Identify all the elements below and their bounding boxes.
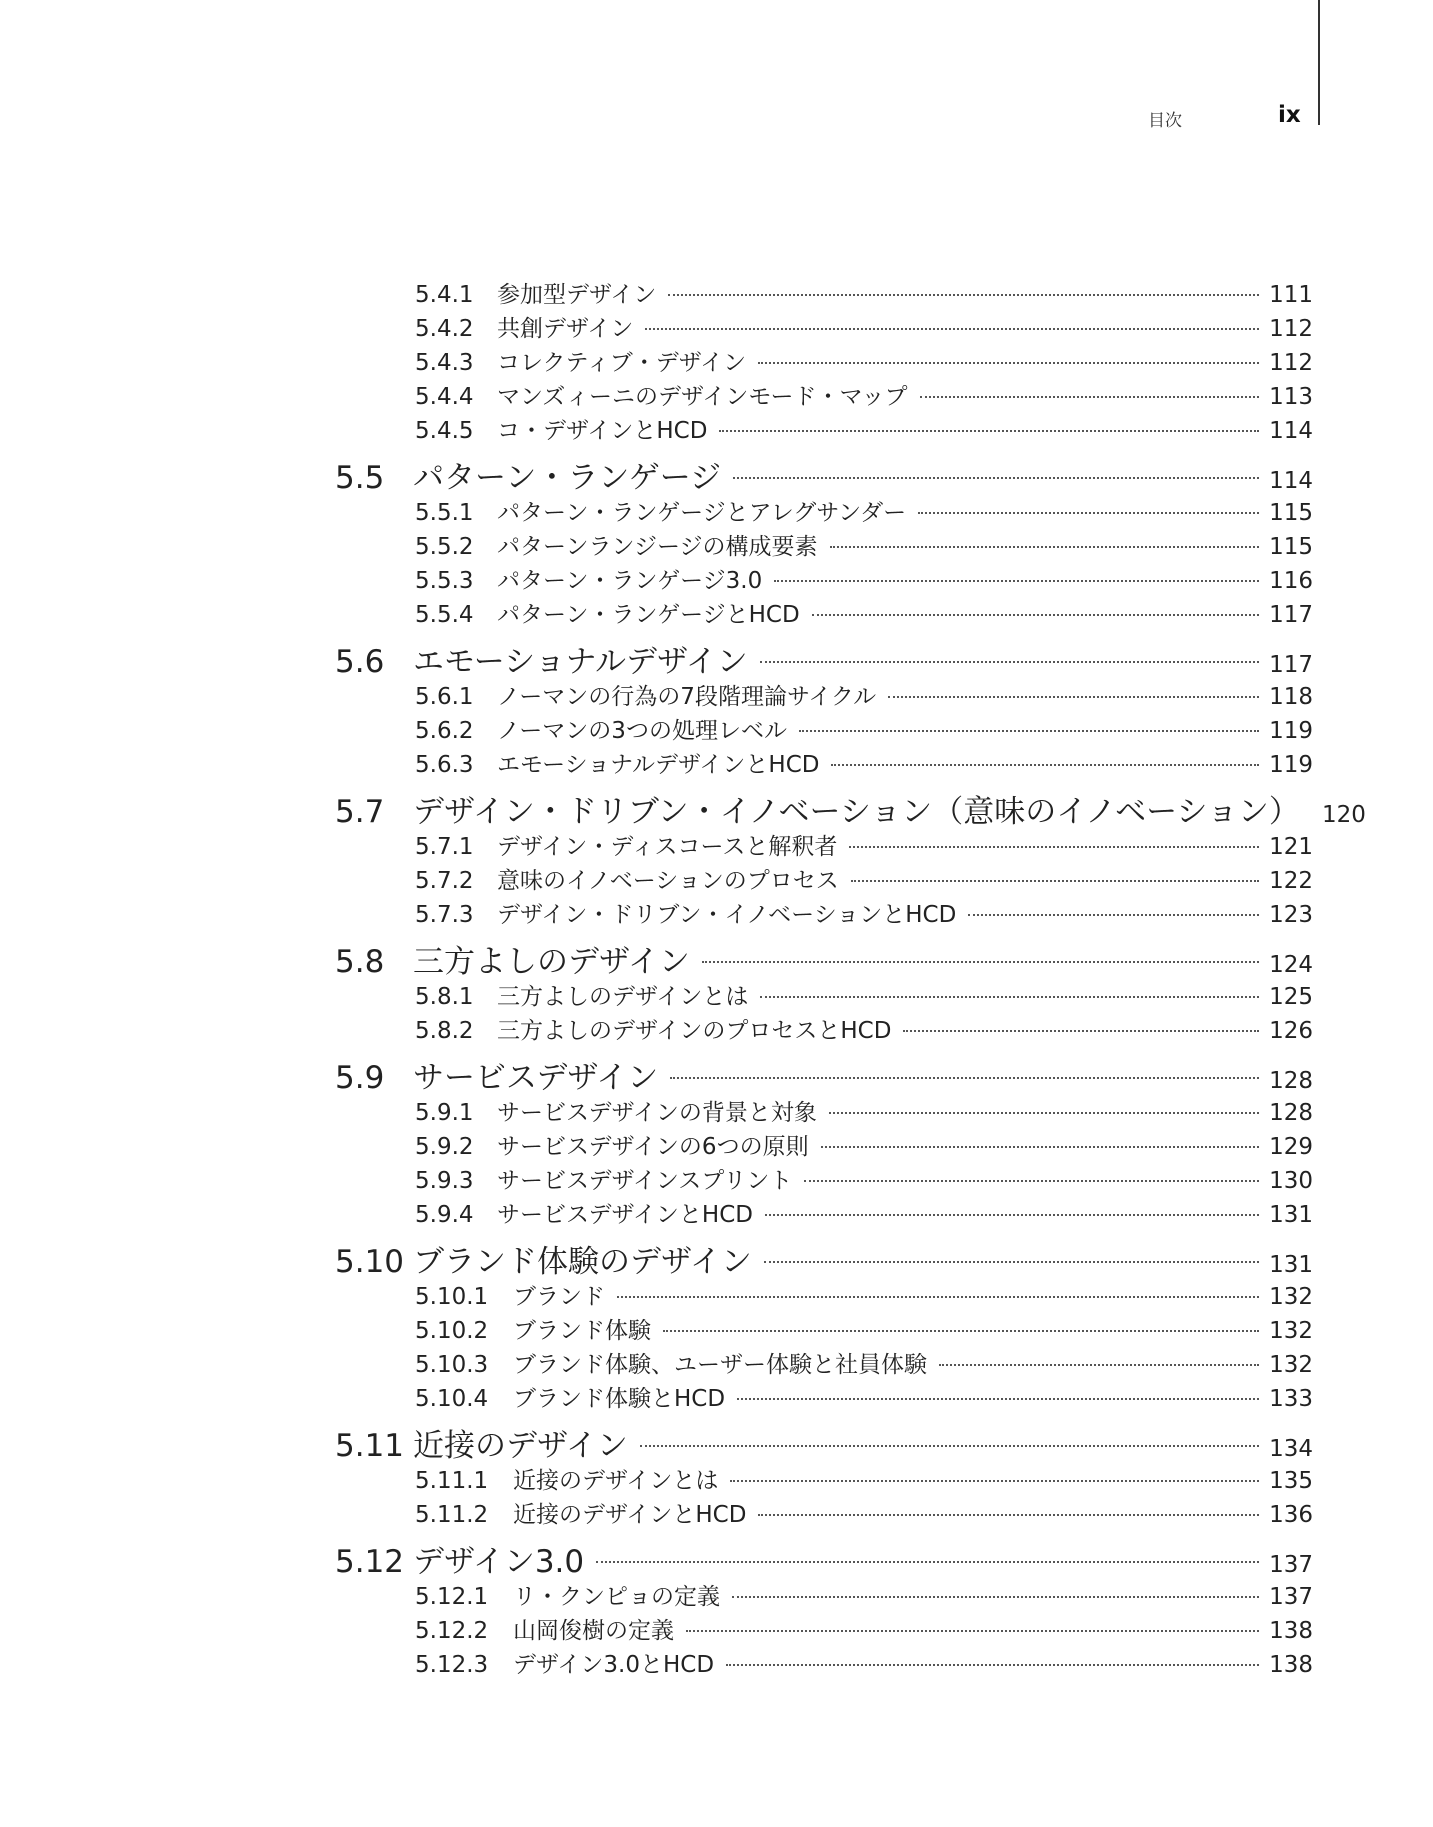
toc-entry-title: エモーショナルデザイン	[413, 644, 748, 680]
toc-entry-title: デザイン・ディスコースと解釈者	[497, 834, 838, 860]
toc-dot-leader	[663, 1329, 1259, 1332]
toc-entry-title: デザイン・ドリブン・イノベーションとHCD	[497, 902, 957, 928]
toc-entry-number: 5.11.1	[415, 1468, 489, 1494]
toc-entry-page: 119	[1269, 718, 1313, 744]
toc-entry-page: 112	[1269, 350, 1313, 376]
toc-dot-leader	[758, 1513, 1259, 1516]
toc-section-entry	[0, 1236, 1433, 1278]
toc-entry-page: 114	[1269, 468, 1313, 494]
toc-entry-page: 128	[1269, 1068, 1313, 1094]
toc-dot-leader	[764, 1260, 1259, 1263]
toc-dot-leader	[686, 1629, 1259, 1632]
toc-dot-leader	[670, 1076, 1259, 1079]
toc-subsection-entry	[0, 1196, 1433, 1230]
toc-subsection-entry	[0, 862, 1433, 896]
toc-entry-page: 114	[1269, 418, 1313, 444]
toc-subsection-entry	[0, 1094, 1433, 1128]
toc-entry-number: 5.9.4	[415, 1202, 474, 1228]
toc-dot-leader	[640, 1444, 1259, 1447]
toc-subsection-entry	[0, 1012, 1433, 1046]
toc-entry-page: 125	[1269, 984, 1313, 1010]
toc-dot-leader	[831, 763, 1259, 766]
toc-entry-page: 112	[1269, 316, 1313, 342]
toc-subsection-entry	[0, 378, 1433, 412]
toc-entry-page: 124	[1269, 952, 1313, 978]
toc-subsection-entry	[0, 310, 1433, 344]
toc-entry-number: 5.5	[335, 460, 385, 496]
toc-entry-number: 5.11	[335, 1428, 405, 1464]
toc-dot-leader	[812, 613, 1259, 616]
toc-entry-title: デザイン3.0とHCD	[513, 1652, 715, 1678]
toc-entry-number: 5.9.1	[415, 1100, 474, 1126]
toc-entry-page: 133	[1269, 1386, 1313, 1412]
toc-entry-number: 5.10.4	[415, 1386, 489, 1412]
toc-dot-leader	[668, 293, 1259, 296]
toc-subsection-entry	[0, 978, 1433, 1012]
toc-entry-number: 5.4.2	[415, 316, 474, 342]
toc-section-entry	[0, 1420, 1433, 1462]
toc-dot-leader	[830, 545, 1259, 548]
toc-entry-number: 5.8.2	[415, 1018, 474, 1044]
toc-entry-title: エモーショナルデザインとHCD	[497, 752, 820, 778]
toc-dot-leader	[596, 1560, 1259, 1563]
toc-entry-title: サービスデザインの背景と対象	[497, 1100, 817, 1126]
toc-subsection-entry	[0, 596, 1433, 630]
toc-entry-title: 三方よしのデザイン	[413, 944, 690, 980]
toc-dot-leader	[851, 879, 1259, 882]
toc-subsection-entry	[0, 828, 1433, 862]
toc-entry-number: 5.12.3	[415, 1652, 489, 1678]
toc-subsection-entry	[0, 712, 1433, 746]
toc-subsection-entry	[0, 746, 1433, 780]
toc-entry-number: 5.8.1	[415, 984, 474, 1010]
toc-dot-leader	[617, 1295, 1259, 1298]
toc-entry-page: 130	[1269, 1168, 1313, 1194]
toc-entry-page: 134	[1269, 1436, 1313, 1462]
toc-entry-title: 共創デザイン	[497, 316, 634, 342]
toc-entry-number: 5.7.2	[415, 868, 474, 894]
toc-entry-number: 5.6.3	[415, 752, 474, 778]
toc-entry-number: 5.9.2	[415, 1134, 474, 1160]
toc-dot-leader	[726, 1663, 1259, 1666]
toc-entry-number: 5.12.1	[415, 1584, 489, 1610]
toc-subsection-entry	[0, 1128, 1433, 1162]
toc-entry-number: 5.10	[335, 1244, 405, 1280]
toc-entry-page: 129	[1269, 1134, 1313, 1160]
toc-entry-title: 三方よしのデザインのプロセスとHCD	[497, 1018, 892, 1044]
toc-entry-title: ブランド体験	[513, 1318, 651, 1344]
toc-entry-title: ブランド体験のデザイン	[413, 1244, 752, 1280]
toc-entry-number: 5.9.3	[415, 1168, 474, 1194]
toc-entry-page: 131	[1269, 1202, 1313, 1228]
toc-entry-number: 5.12.2	[415, 1618, 489, 1644]
toc-dot-leader	[903, 1029, 1259, 1032]
toc-subsection-entry	[0, 562, 1433, 596]
toc-entry-page: 115	[1269, 500, 1313, 526]
toc-entry-title: ブランド体験、ユーザー体験と社員体験	[513, 1352, 927, 1378]
toc-entry-page: 121	[1269, 834, 1313, 860]
toc-entry-page: 111	[1269, 282, 1313, 308]
toc-entry-number: 5.7.1	[415, 834, 474, 860]
toc-entry-title: コ・デザインとHCD	[497, 418, 708, 444]
toc-entry-page: 117	[1269, 602, 1313, 628]
toc-dot-leader	[765, 1213, 1259, 1216]
toc-entry-page: 136	[1269, 1502, 1313, 1528]
toc-dot-leader	[849, 845, 1259, 848]
toc-entry-number: 5.7	[335, 794, 385, 830]
toc-entry-title: パターン・ランゲージとアレグサンダー	[497, 500, 907, 526]
toc-entry-page: 138	[1269, 1618, 1313, 1644]
toc-subsection-entry	[0, 494, 1433, 528]
toc-entry-title: サービスデザインとHCD	[497, 1202, 753, 1228]
toc-dot-leader	[799, 729, 1259, 732]
toc-subsection-entry	[0, 1312, 1433, 1346]
toc-subsection-entry	[0, 1162, 1433, 1196]
toc-entry-page: 128	[1269, 1100, 1313, 1126]
toc-entry-number: 5.5.2	[415, 534, 474, 560]
toc-entry-title: ノーマンの行為の7段階理論サイクル	[497, 684, 877, 710]
toc-entry-number: 5.6.2	[415, 718, 474, 744]
toc-entry-page: 137	[1269, 1584, 1313, 1610]
toc-entry-title: ノーマンの3つの処理レベル	[497, 718, 787, 744]
toc-entry-title: 山岡俊樹の定義	[513, 1618, 674, 1644]
toc-subsection-entry	[0, 1612, 1433, 1646]
toc-entry-title: 意味のイノベーションのプロセス	[497, 868, 839, 894]
toc-entry-page: 115	[1269, 534, 1313, 560]
toc-entry-title: サービスデザインスプリント	[497, 1168, 793, 1194]
toc-dot-leader	[774, 579, 1259, 582]
toc-entry-page: 131	[1269, 1252, 1313, 1278]
toc-entry-title: パターン・ランゲージ	[413, 460, 722, 496]
toc-section-entry	[0, 936, 1433, 978]
toc-subsection-entry	[0, 528, 1433, 562]
toc-subsection-entry	[0, 1346, 1433, 1380]
toc-subsection-entry	[0, 1380, 1433, 1414]
toc-entry-number: 5.4.4	[415, 384, 474, 410]
toc-entry-number: 5.6.1	[415, 684, 474, 710]
toc-entry-title: サービスデザインの6つの原則	[497, 1134, 809, 1160]
toc-entry-title: ブランド	[513, 1284, 605, 1310]
toc-entry-number: 5.10.2	[415, 1318, 489, 1344]
toc-section-entry	[0, 1052, 1433, 1094]
toc-section-entry	[0, 1536, 1433, 1578]
toc-entry-title: 近接のデザインとは	[513, 1468, 719, 1494]
toc-subsection-entry	[0, 896, 1433, 930]
toc-dot-leader	[760, 660, 1259, 663]
toc-entry-number: 5.10.3	[415, 1352, 489, 1378]
toc-entry-title: パターン・ランゲージとHCD	[497, 602, 800, 628]
toc-section-entry	[0, 452, 1433, 494]
toc-entry-number: 5.4.5	[415, 418, 474, 444]
toc-entry-title: デザイン・ドリブン・イノベーション（意味のイノベーション）	[413, 794, 1300, 830]
toc-entry-number: 5.6	[335, 644, 385, 680]
toc-entry-title: マンズィーニのデザインモード・マップ	[497, 384, 908, 410]
toc-entry-page: 132	[1269, 1318, 1313, 1344]
toc-entry-page: 123	[1269, 902, 1313, 928]
table-of-contents	[0, 276, 1433, 1680]
toc-subsection-entry	[0, 1278, 1433, 1312]
toc-entry-number: 5.9	[335, 1060, 385, 1096]
toc-dot-leader	[645, 327, 1259, 330]
toc-dot-leader	[918, 511, 1259, 514]
toc-dot-leader	[804, 1179, 1259, 1182]
toc-entry-number: 5.4.1	[415, 282, 474, 308]
toc-entry-title: コレクティブ・デザイン	[497, 350, 747, 376]
toc-dot-leader	[732, 1595, 1259, 1598]
toc-dot-leader	[758, 361, 1259, 364]
toc-entry-number: 5.4.3	[415, 350, 474, 376]
toc-entry-title: パターン・ランゲージ3.0	[497, 568, 763, 594]
toc-section-entry	[0, 636, 1433, 678]
toc-dot-leader	[733, 476, 1259, 479]
toc-dot-leader	[702, 960, 1259, 963]
toc-entry-title: パターンランジージの構成要素	[497, 534, 818, 560]
toc-subsection-entry	[0, 678, 1433, 712]
toc-entry-page: 120	[1322, 802, 1366, 828]
toc-entry-title: リ・クンピョの定義	[513, 1584, 720, 1610]
toc-section-entry	[0, 786, 1433, 828]
toc-entry-page: 118	[1269, 684, 1313, 710]
toc-entry-title: サービスデザイン	[413, 1060, 659, 1096]
toc-entry-number: 5.12	[335, 1544, 405, 1580]
toc-subsection-entry	[0, 276, 1433, 310]
toc-entry-page: 138	[1269, 1652, 1313, 1678]
toc-subsection-entry	[0, 344, 1433, 378]
toc-dot-leader	[920, 395, 1259, 398]
toc-dot-leader	[821, 1145, 1259, 1148]
toc-entry-number: 5.8	[335, 944, 385, 980]
toc-entry-page: 126	[1269, 1018, 1313, 1044]
toc-entry-page: 116	[1269, 568, 1313, 594]
toc-entry-page: 119	[1269, 752, 1313, 778]
toc-dot-leader	[888, 695, 1259, 698]
toc-entry-title: 参加型デザイン	[497, 282, 657, 308]
toc-dot-leader	[719, 429, 1259, 432]
toc-entry-number: 5.5.3	[415, 568, 474, 594]
page-number: ix	[1278, 102, 1301, 128]
toc-entry-title: デザイン3.0	[413, 1544, 585, 1580]
toc-entry-page: 132	[1269, 1284, 1313, 1310]
toc-entry-page: 122	[1269, 868, 1313, 894]
toc-entry-title: 近接のデザインとHCD	[513, 1502, 747, 1528]
toc-dot-leader	[737, 1397, 1259, 1400]
toc-entry-title: 近接のデザイン	[413, 1428, 628, 1464]
toc-dot-leader	[829, 1111, 1259, 1114]
toc-entry-number: 5.11.2	[415, 1502, 489, 1528]
toc-dot-leader	[968, 913, 1259, 916]
toc-entry-number: 5.5.4	[415, 602, 474, 628]
toc-entry-title: 三方よしのデザインとは	[497, 984, 749, 1010]
toc-entry-number: 5.7.3	[415, 902, 474, 928]
toc-subsection-entry	[0, 1462, 1433, 1496]
toc-subsection-entry	[0, 1646, 1433, 1680]
toc-entry-number: 5.5.1	[415, 500, 474, 526]
toc-entry-page: 137	[1269, 1552, 1313, 1578]
toc-dot-leader	[939, 1363, 1259, 1366]
toc-entry-number: 5.10.1	[415, 1284, 489, 1310]
toc-entry-page: 132	[1269, 1352, 1313, 1378]
toc-entry-page: 135	[1269, 1468, 1313, 1494]
toc-dot-leader	[730, 1479, 1259, 1482]
toc-entry-page: 113	[1269, 384, 1313, 410]
page-edge-line	[1318, 0, 1320, 125]
toc-subsection-entry	[0, 1496, 1433, 1530]
toc-entry-page: 117	[1269, 652, 1313, 678]
running-header-label: 目次	[1148, 111, 1182, 131]
toc-subsection-entry	[0, 412, 1433, 446]
toc-dot-leader	[760, 995, 1259, 998]
toc-subsection-entry	[0, 1578, 1433, 1612]
toc-entry-title: ブランド体験とHCD	[513, 1386, 726, 1412]
